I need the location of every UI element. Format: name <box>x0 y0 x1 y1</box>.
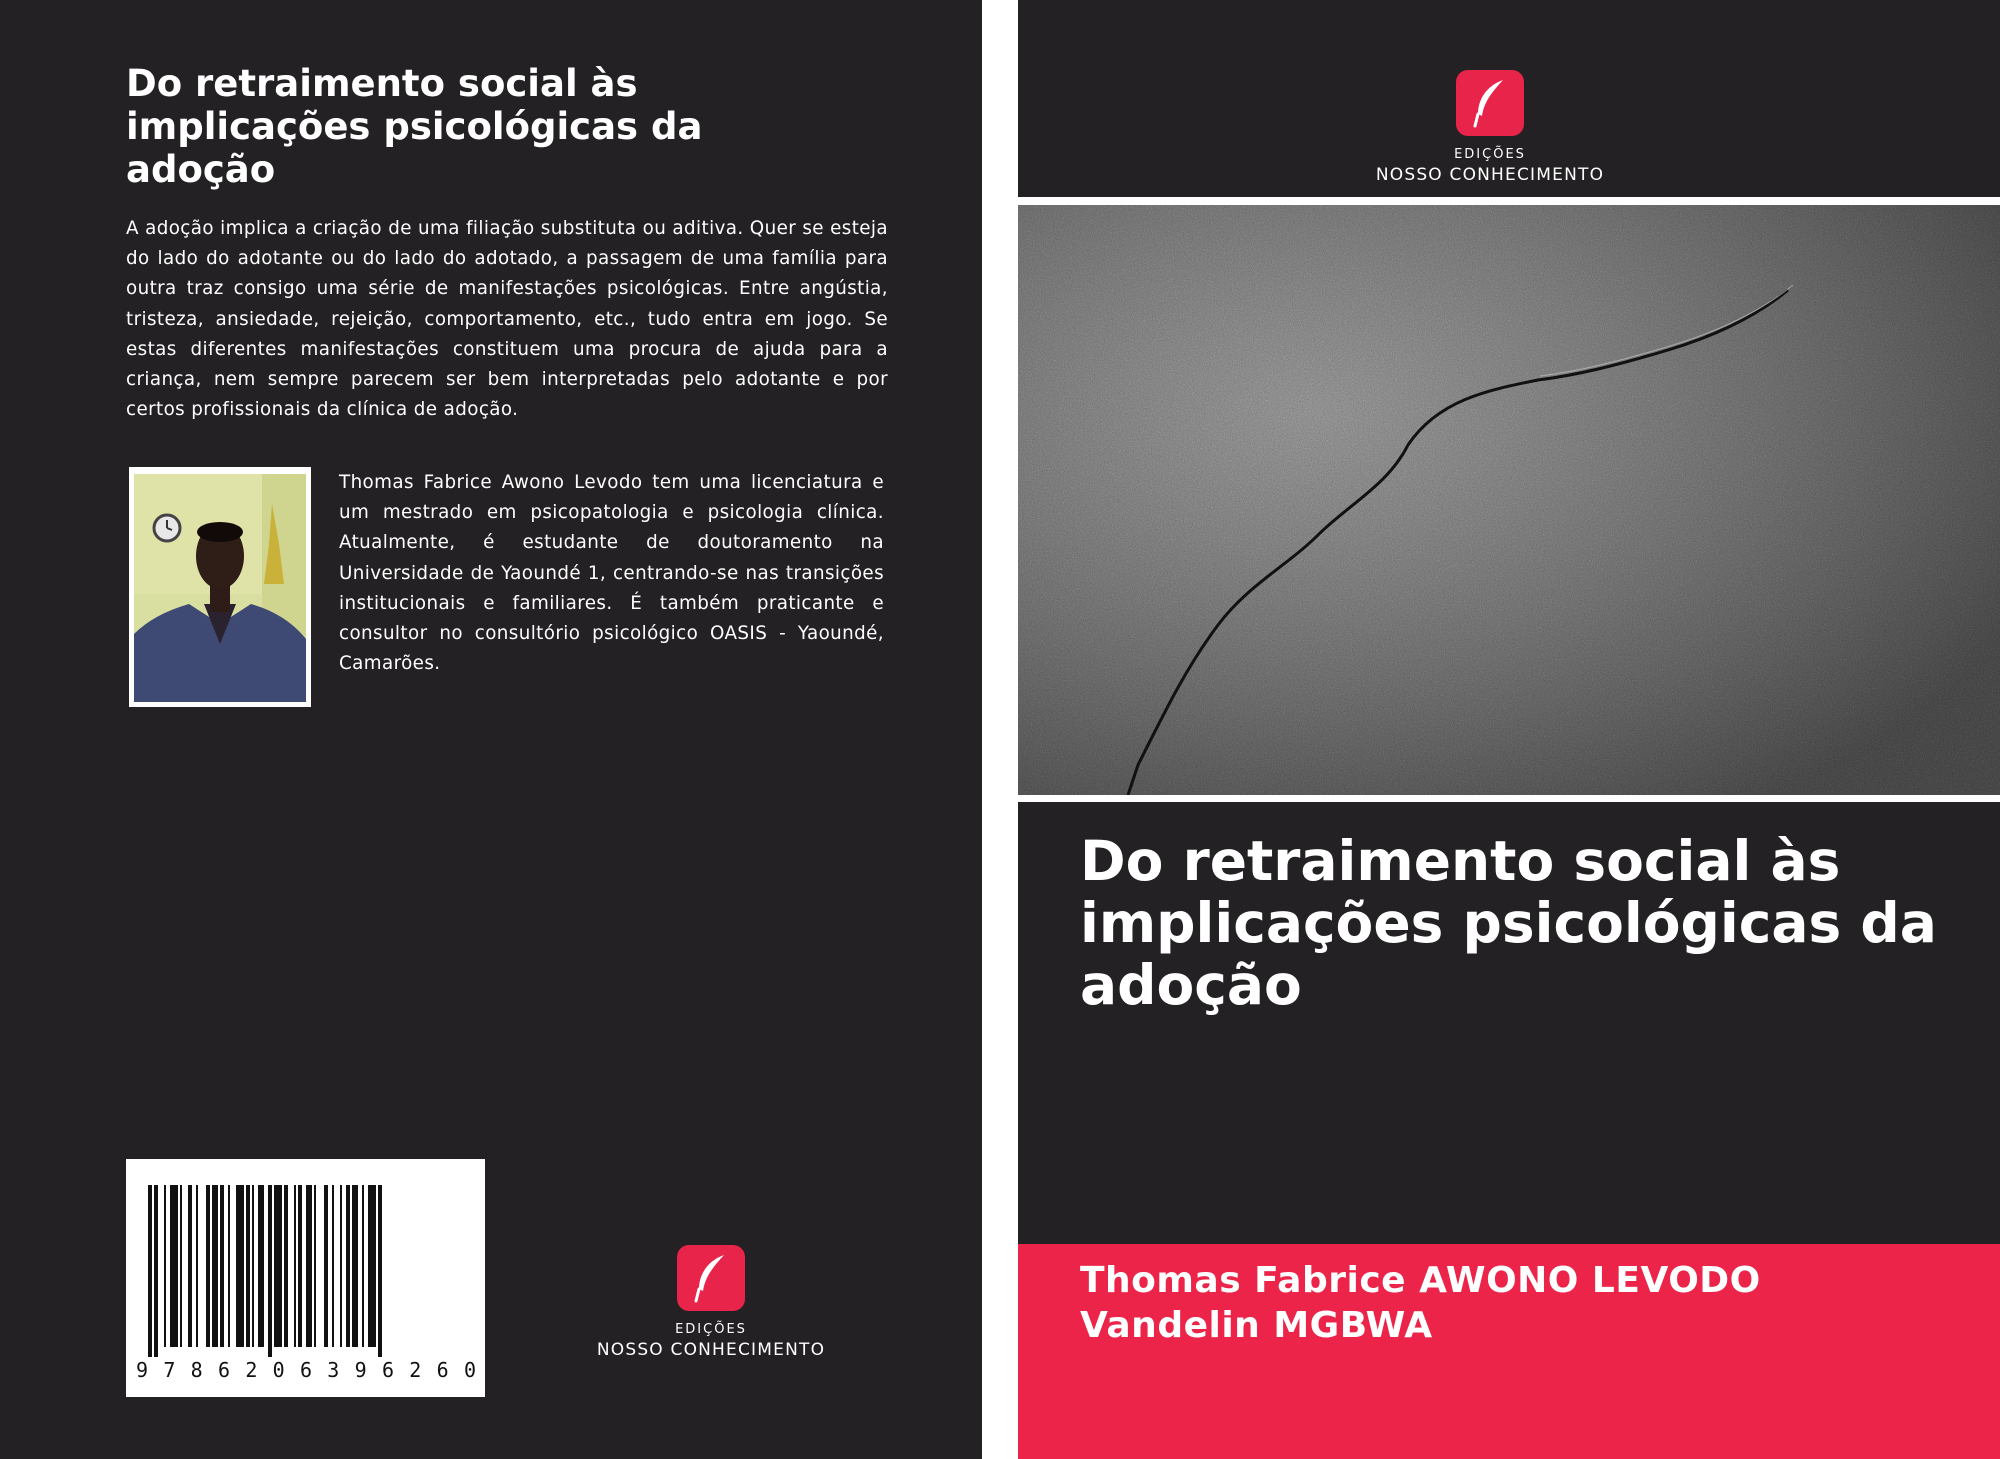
barcode-bar <box>206 1185 210 1347</box>
author-name-1: Thomas Fabrice AWONO LEVODO <box>1080 1260 1761 1301</box>
barcode-bar <box>352 1185 358 1347</box>
barcode-bar <box>188 1185 192 1347</box>
barcode-bar <box>228 1185 230 1347</box>
barcode-bar <box>324 1185 328 1347</box>
barcode-bar <box>148 1185 152 1357</box>
publisher-logo-back <box>591 1245 831 1360</box>
author-portrait-icon <box>134 474 306 702</box>
feather-logo-icon <box>1456 70 1524 136</box>
barcode-bar <box>236 1185 244 1347</box>
barcode-bar <box>246 1185 250 1347</box>
barcode-bar <box>252 1185 254 1347</box>
barcode-bar <box>258 1185 264 1347</box>
isbn-digit: 9 <box>136 1358 149 1382</box>
isbn-digit: 0 <box>272 1358 285 1382</box>
isbn-digit: 6 <box>217 1358 231 1382</box>
isbn-digit: 3 <box>327 1358 340 1382</box>
isbn-digit: 2 <box>409 1358 422 1382</box>
barcode-bar <box>314 1185 316 1347</box>
back-cover <box>0 0 982 1459</box>
cracked-ground-icon <box>1018 205 2000 795</box>
isbn-digit: 2 <box>245 1358 258 1382</box>
author-band <box>1018 1244 2000 1459</box>
barcode-bar <box>306 1185 312 1347</box>
barcode-bar <box>180 1185 182 1347</box>
cover-divider-bottom <box>1018 795 2000 802</box>
isbn-digit: 7 <box>163 1358 176 1382</box>
isbn-digit: 0 <box>463 1358 476 1382</box>
barcode-bar <box>268 1185 272 1357</box>
barcode-bar <box>170 1185 178 1347</box>
author-name-2: Vandelin MGBWA <box>1080 1305 1433 1346</box>
cover-image <box>1018 205 2000 795</box>
isbn-number <box>136 1358 476 1382</box>
barcode-bar <box>346 1185 350 1347</box>
cover-divider-top <box>1018 197 2000 205</box>
publisher-logo-front <box>1370 70 1610 185</box>
feather-logo-icon <box>677 1245 745 1311</box>
barcode-bar <box>220 1185 224 1347</box>
author-photo <box>129 467 311 707</box>
barcode-bar <box>368 1185 376 1347</box>
publisher-line2: NOSSO CONHECIMENTO <box>596 1340 826 1360</box>
back-cover-title: Do retraimento social às implicações psicológicas da adoção <box>126 62 703 191</box>
barcode-bar <box>274 1185 282 1347</box>
front-cover-title: Do retraimento social às implicações psicológicas da adoção <box>1080 829 1937 1017</box>
publisher-line1: EDIÇÕES <box>1454 147 1526 162</box>
barcode-bar <box>164 1185 166 1347</box>
barcode-bar <box>294 1185 296 1347</box>
author-bio: Thomas Fabrice Awono Levodo tem uma licenciatura e um mestrado em psicopatologia e psicologia clínica. Atualmente, é estudante de doutoramento na Universidade de Yaoundé 1, centrando-se nas transições institucionais e familiares. É também praticante e consultor no consultório psicológico OASIS - Yaoundé, Camarões. <box>339 472 884 675</box>
barcode-bar <box>212 1185 218 1347</box>
isbn-digit: 6 <box>436 1358 449 1382</box>
publisher-line1: EDIÇÕES <box>675 1322 747 1337</box>
barcode-bar <box>362 1185 364 1347</box>
publisher-line2: NOSSO CONHECIMENTO <box>1375 165 1605 185</box>
isbn-digit: 6 <box>381 1358 394 1382</box>
barcode-bar <box>332 1185 334 1347</box>
isbn-digit: 6 <box>299 1358 313 1382</box>
barcode-bar <box>298 1185 302 1347</box>
barcode-bar <box>196 1185 198 1347</box>
barcode-bar <box>340 1185 342 1347</box>
barcode-bar <box>154 1185 158 1357</box>
spine <box>982 0 1018 1459</box>
barcode-bar <box>284 1185 288 1347</box>
isbn-digit: 8 <box>190 1358 203 1382</box>
isbn-digit: 9 <box>354 1358 367 1382</box>
barcode-bar <box>378 1185 382 1357</box>
back-cover-blurb: A adoção implica a criação de uma filiação substituta ou aditiva. Quer se esteja do lado do adotante ou do lado do adotado, a passagem de uma família para outra traz consigo uma série de manifestações psicológicas. Entre angústia, tristeza, ansiedade, rejeição, comportamento, etc., tudo entra em jogo. Se estas diferentes manifestações constituem uma procura de ajuda para a criança, nem sempre parecem ser bem interpretadas pelo adotante e por certos profissionais da clínica de adoção. <box>126 218 888 421</box>
isbn-barcode <box>126 1159 485 1397</box>
